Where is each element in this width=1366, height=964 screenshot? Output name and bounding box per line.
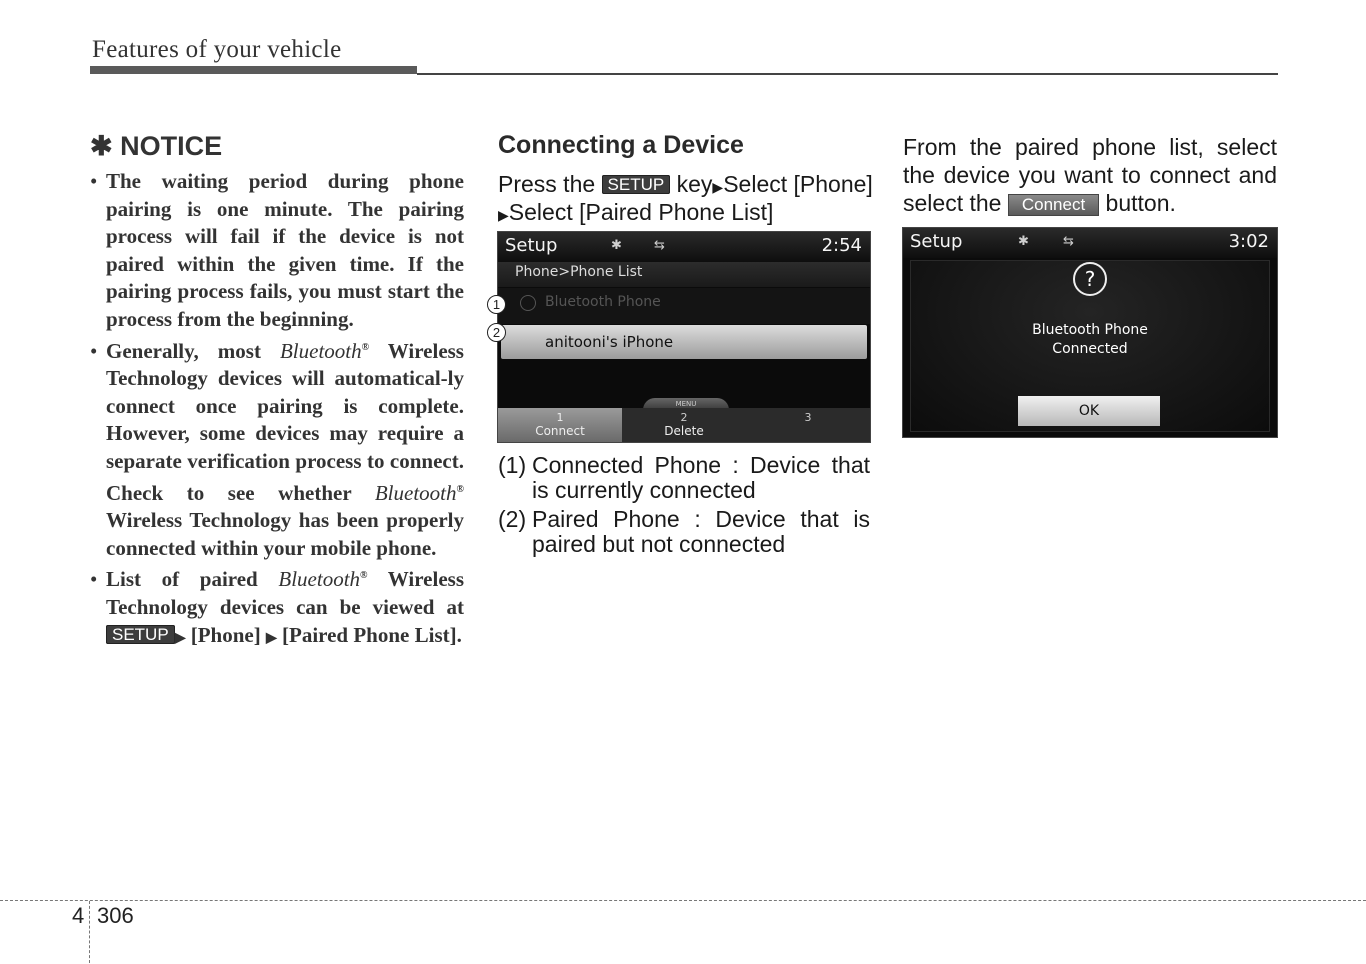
notice-item — [90, 562, 464, 652]
notice-item-text: Wireless Technology devices can be viewed at — [106, 567, 464, 619]
popup-message-line1: Bluetooth Phone — [1032, 322, 1148, 338]
phone-list-screen — [497, 231, 871, 443]
instruction-part: Select [Paired Phone List] — [508, 199, 774, 225]
definition-paired — [498, 507, 870, 557]
instruction-part: Press the — [498, 171, 602, 197]
definition-text: Paired Phone : Device that is paired but not connected — [532, 506, 870, 557]
screen-clock: 3:02 — [1228, 231, 1269, 252]
softkey-label: Delete — [664, 424, 704, 438]
softkey-number: 2 — [680, 411, 688, 424]
notice-list — [90, 168, 464, 652]
bluetooth-term: Bluetooth — [278, 567, 361, 592]
ok-button[interactable]: OK — [1018, 396, 1160, 426]
definition-number: (1) — [498, 452, 527, 478]
chapter-number: 4 — [72, 903, 85, 928]
notice-item-text: The waiting period during phone pairing is one minute. The pairing process will fail if the device is not paired within the given time. If the pairing process fails, you must start the process from the beginning. — [106, 169, 464, 331]
arrow-right-icon: ▶ — [174, 630, 186, 646]
delete-softkey[interactable] — [622, 408, 746, 442]
empty-softkey[interactable] — [746, 408, 870, 442]
callout-1: 1 — [487, 295, 506, 314]
menu-tab[interactable]: MENU — [643, 398, 729, 410]
screen-title: Setup — [505, 235, 558, 256]
notice-item-text: Generally, most — [106, 338, 280, 363]
instruction-part: key — [670, 171, 713, 197]
setup-key-icon: SETUP — [602, 175, 671, 194]
instruction-part: From the paired phone list, select the device you want to connect and select the — [903, 134, 1277, 216]
list-item-label: anitooni's iPhone — [545, 333, 674, 351]
question-icon: ? — [1073, 262, 1107, 296]
notice-item — [90, 334, 464, 563]
notice-item-text: [Phone] — [185, 622, 266, 647]
page-number: 306 — [97, 903, 134, 928]
bluetooth-term: Bluetooth — [374, 480, 457, 505]
definition-connected — [498, 453, 870, 503]
connect-key-icon: Connect — [1008, 194, 1099, 216]
usb-icon: ⇆ — [654, 238, 665, 253]
footer-divider — [89, 901, 90, 963]
section-title: Connecting a Device — [498, 131, 744, 159]
page-header-title: Features of your vehicle — [92, 36, 342, 63]
arrow-right-icon: ▶ — [265, 630, 277, 646]
usb-icon: ⇆ — [1063, 234, 1074, 249]
setup-key-icon: SETUP — [106, 625, 175, 644]
arrow-right-icon: ▶ — [498, 207, 509, 223]
instruction-part: button. — [1099, 190, 1176, 216]
instruction-part: Select [Phone] — [723, 171, 873, 197]
registered-mark: ® — [456, 483, 464, 495]
softkey-label: Connect — [535, 424, 585, 438]
bluetooth-icon: ✱ — [1018, 234, 1029, 249]
bluetooth-term: Bluetooth — [279, 338, 362, 363]
notice-item-text: [Paired Phone List]. — [276, 622, 462, 647]
notice-item-text: List of paired — [106, 567, 279, 592]
softkey-number: 1 — [556, 411, 564, 424]
header-rule — [417, 73, 1278, 75]
screen-clock: 2:54 — [821, 235, 862, 256]
callout-2: 2 — [487, 323, 506, 342]
notice-item-text: Wireless Technology has been properly connected within your mobile phone. — [106, 508, 464, 560]
footer-rule — [0, 900, 1366, 901]
softkey-number: 3 — [804, 411, 812, 424]
definition-number: (2) — [498, 506, 527, 532]
popup-message-line2: Connected — [1052, 341, 1128, 357]
registered-mark: ® — [361, 341, 370, 353]
screen-title: Setup — [910, 231, 963, 252]
connected-phone-icon — [520, 295, 536, 311]
bluetooth-icon: ✱ — [611, 238, 622, 253]
notice-item-text: Wireless Technology devices will automatical-ly connect once pairing is complete. However, some devices may require a separate verification process to connect. Check to see whether — [106, 338, 464, 505]
registered-mark: ® — [360, 570, 368, 582]
notice-item — [90, 168, 464, 334]
definition-text: Connected Phone : Device that is currently connected — [532, 452, 870, 503]
breadcrumb: Phone>Phone List — [515, 264, 643, 280]
connected-screen — [902, 227, 1278, 438]
list-item-label: Bluetooth Phone — [545, 294, 661, 310]
connect-softkey[interactable] — [498, 408, 622, 442]
notice-title: ✱ NOTICE — [90, 131, 223, 161]
instruction-text — [498, 172, 873, 228]
header-accent-bar — [90, 66, 417, 74]
instruction-text — [903, 133, 1277, 217]
arrow-right-icon: ▶ — [712, 179, 724, 195]
